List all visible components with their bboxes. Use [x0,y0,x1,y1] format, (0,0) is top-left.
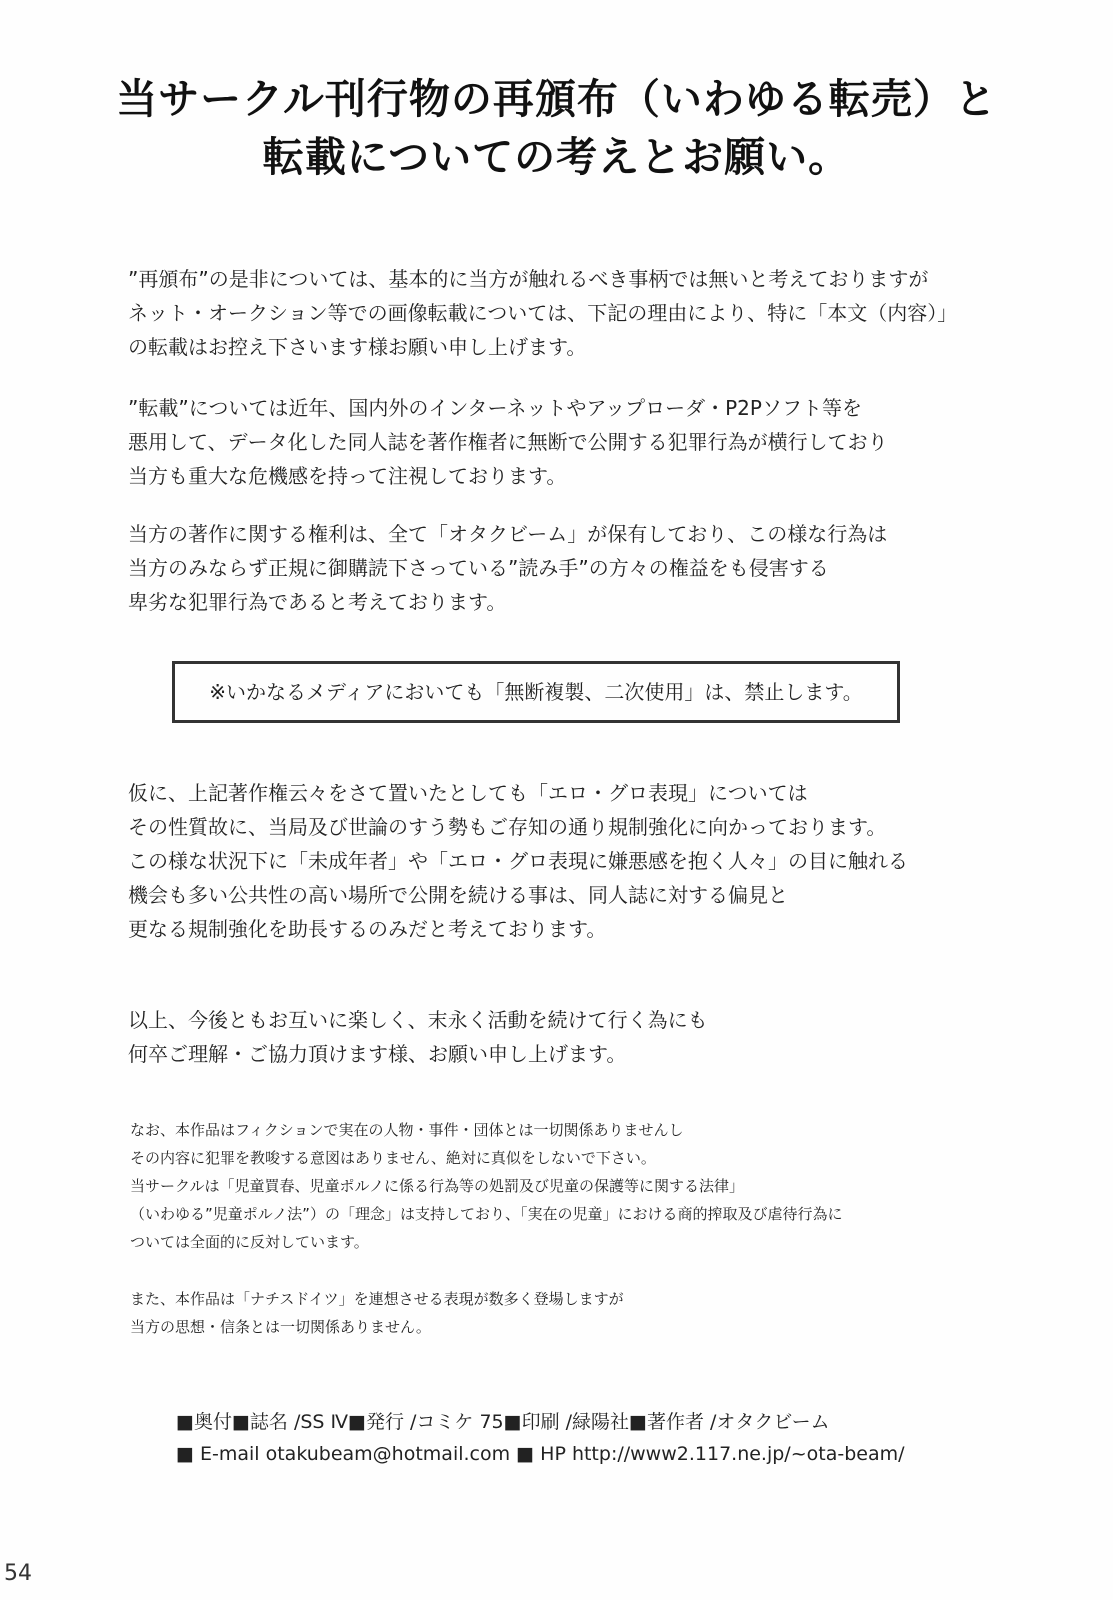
text-line: また、本作品は「ナチスドイツ」を連想させる表現が数多く登場しますが [130,1290,624,1308]
text-line: 当方の著作に関する権利は、全て「オタクビーム」が保有しており、この様な行為は [128,522,888,546]
disclaimer-expression [130,1285,990,1341]
page-title [0,70,1113,186]
paragraph-reposting [128,391,988,493]
title-line-2: 転載についての考えとお願い。 [262,133,851,181]
page-number: 54 [4,1561,32,1586]
text-line: 当方の思想・信条とは一切関係ありません。 [130,1318,431,1336]
text-line: なお、本作品はフィクションで実在の人物・事件・団体とは一切関係ありませんし [130,1121,684,1139]
text-line: 仮に、上記著作権云々をさて置いたとしても「エロ・グロ表現」については [128,781,808,805]
text-line: ”再頒布”の是非については、基本的に当方が触れるべき事柄では無いと考えておりますが [128,267,929,291]
colophon-line-2: ■ E-mail otakubeam@hotmail.com ■ HP http://www2.117.ne.jp/~ota-beam/ [176,1443,905,1465]
text-line: 当サークルは「児童買春、児童ポルノに係る行為等の処罰及び児童の保護等に関する法律」 [130,1177,744,1195]
text-line: 更なる規制強化を助長するのみだと考えております。 [128,917,607,941]
disclaimer-fiction [130,1116,990,1256]
text-line: ネット・オークション等での画像転載については、下記の理由により、特に「本文（内容）」 [128,301,958,325]
paragraph-closing [128,1003,988,1071]
text-line: 当方のみならず正規に御購読下さっている”読み手”の方々の権益をも侵害する [128,556,829,580]
text-line: 当方も重大な危機感を持って注視しております。 [128,464,567,488]
text-line: ついては全面的に反対しています。 [130,1233,369,1251]
title-line-1: 当サークル刊行物の再頒布（いわゆる転売）と [116,75,997,123]
text-line: 卑劣な犯罪行為であると考えております。 [128,590,507,614]
text-line: その内容に犯罪を教唆する意図はありません、絶対に真似をしないで下さい。 [130,1149,656,1167]
text-line: の転載はお控え下さいます様お願い申し上げます。 [128,335,587,359]
paragraph-copyright [128,517,988,619]
text-line: 機会も多い公共性の高い場所で公開を続ける事は、同人誌に対する偏見と [128,883,788,907]
paragraph-redistribution [128,262,988,364]
text-line: この様な状況下に「未成年者」や「エロ・グロ表現に嫌悪感を抱く人々」の目に触れる [128,849,908,873]
text-line: その性質故に、当局及び世論のすう勢もご存知の通り規制強化に向かっております。 [128,815,887,839]
colophon-line-1: ■奥付■誌名 /SS Ⅳ■発行 /コミケ 75■印刷 /緑陽社■著作者 /オタクビーム [176,1411,830,1433]
text-line: 以上、今後ともお互いに楽しく、末永く活動を続けて行く為にも [128,1008,708,1032]
text-line: （いわゆる”児童ポルノ法”）の「理念」は支持しており、「実在の児童」における商的搾取及び虐待行為に [130,1205,843,1223]
text-line: 何卒ご理解・ご協力頂けます様、お願い申し上げます。 [128,1042,627,1066]
text-line: ”転載”については近年、国内外のインターネットやアップローダ・P2Pソフト等を [128,396,862,420]
text-line: 悪用して、データ化した同人誌を著作権者に無断で公開する犯罪行為が横行しており [128,430,888,454]
paragraph-regulation [128,776,988,946]
notice-box: ※いかなるメディアにおいても「無断複製、二次使用」は、禁止します。 [172,661,900,723]
